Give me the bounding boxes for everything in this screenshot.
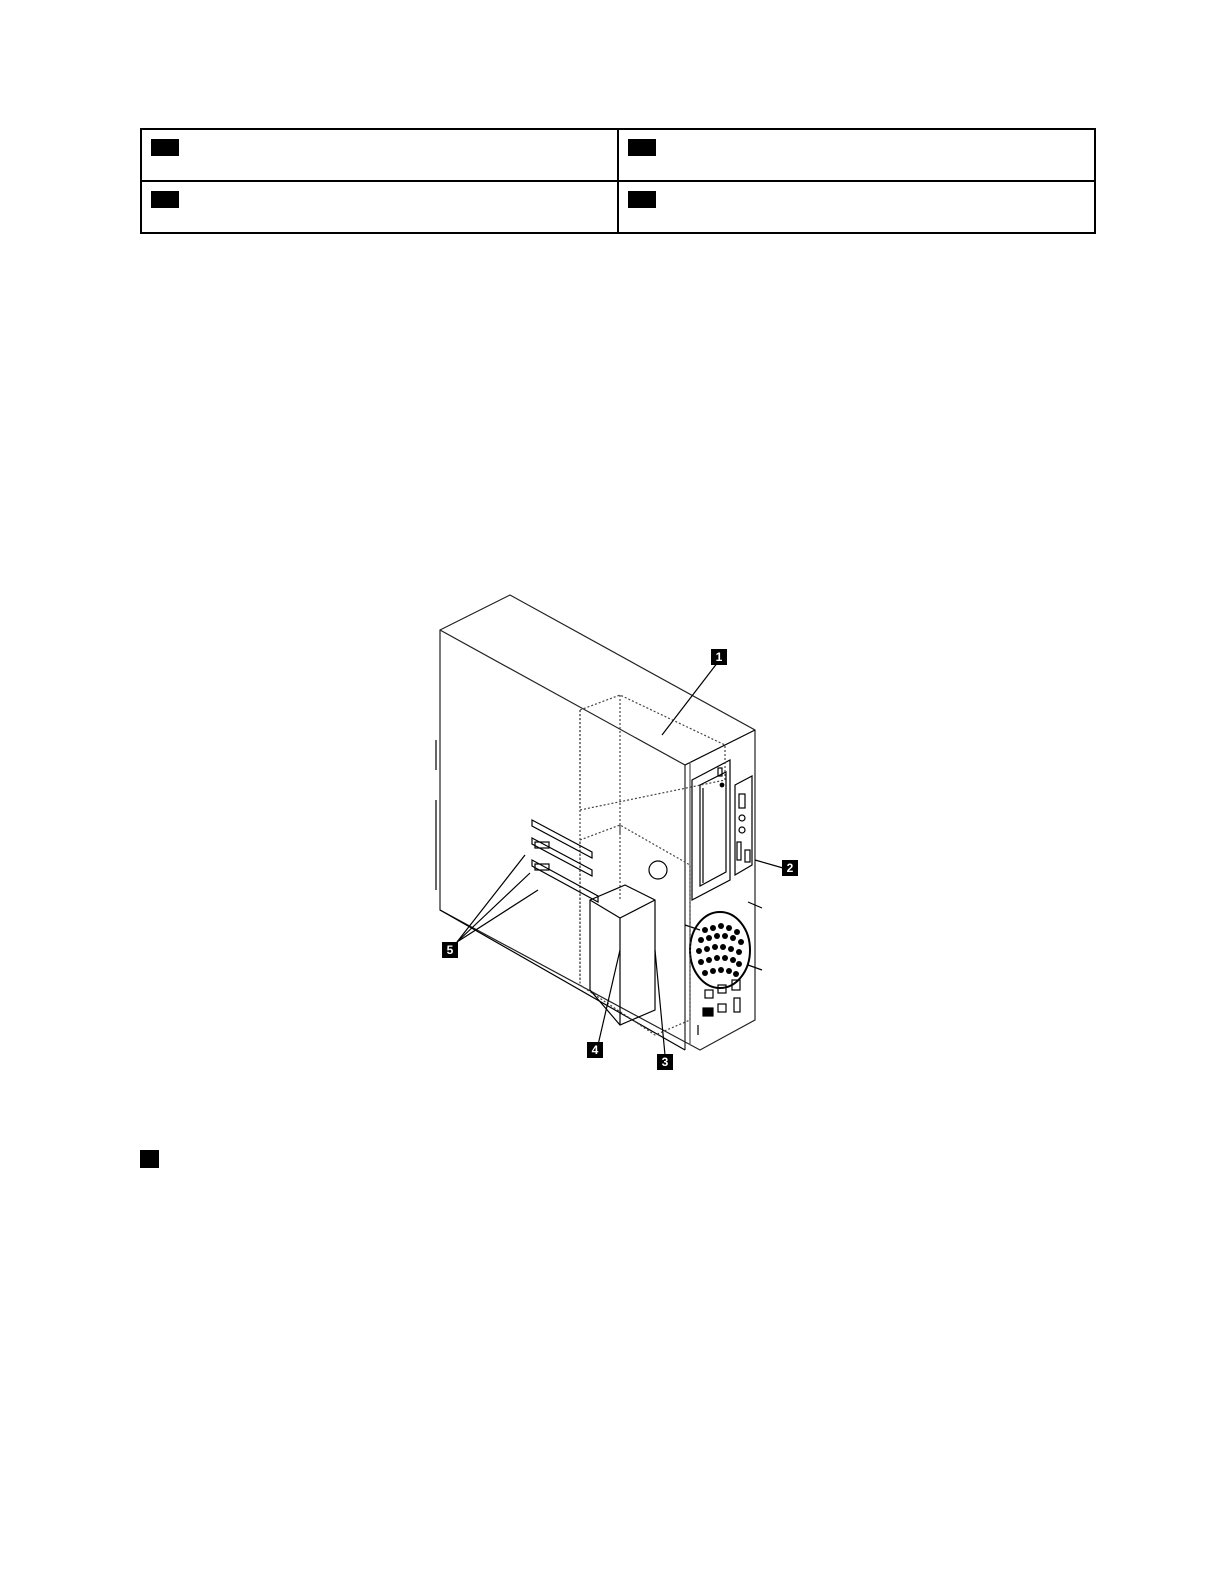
callout-label: 4 [587,1042,603,1058]
callout-badge [628,191,656,208]
table-row [141,129,1095,181]
table-cell [618,129,1095,181]
callout-badge [151,139,179,156]
table-cell [141,181,618,233]
callout-label: 5 [442,942,458,958]
table-cell [618,181,1095,233]
callout-label: 2 [782,860,798,876]
callout-label: 1 [711,649,727,665]
table-cell [141,129,618,181]
computer-illustration [400,580,840,1080]
callout-badge [151,191,179,208]
legend-table [140,128,1096,234]
callout-badge [628,139,656,156]
callout-label: 3 [657,1054,673,1070]
table-row [141,181,1095,233]
computer-components-diagram [400,580,840,1080]
footnote-badge [140,1150,159,1168]
